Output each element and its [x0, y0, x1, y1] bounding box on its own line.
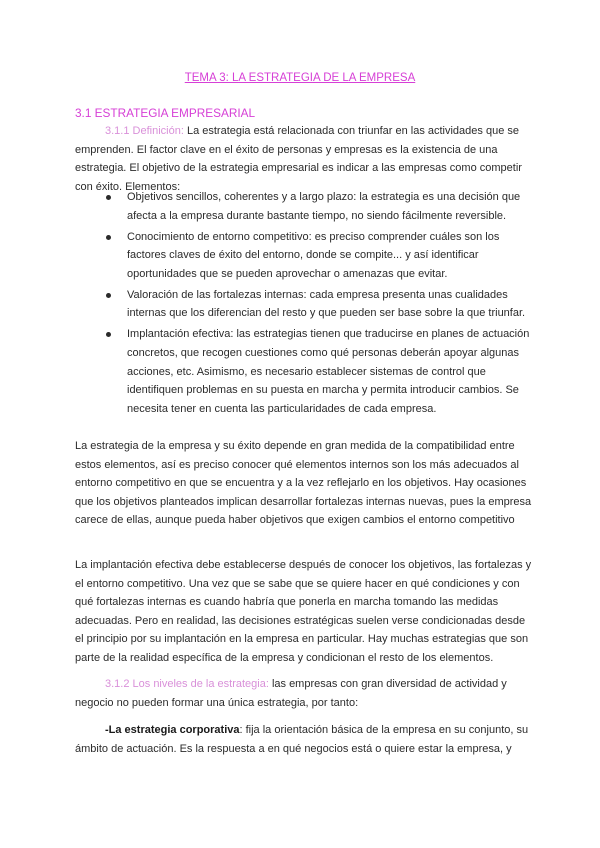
implementation-paragraph: La implantación efectiva debe establecerse después de conocer los objetivos, las fortalezas y el entorno competitivo. Una vez que se sabe que se quiere hacer en qué condiciones y con qué fortalezas internas es cuando habría que ponerla en marcha tomando las medidas adecuadas. Pero en realidad, las decisiones estratégicas suelen verse condicionadas desde el principio por su implantación en la empresa en particular. Hay muchas estrategias que son parte de la realidad específica de la empresa y condicionan el resto de los elementos.	[75, 559, 532, 664]
corporate-strategy-text: : fija la orientación básica de la empresa en su conjunto, su ámbito de actuación. Es la respuesta a en qué negocios está o quiere estar la empresa, y	[75, 724, 529, 755]
section-heading: 3.1 ESTRATEGIA EMPRESARIAL	[75, 106, 256, 120]
elements-list	[105, 188, 530, 421]
definition-text: La estrategia está relacionada con triunfar en las actividades que se emprenden. El factor clave en el éxito de personas y empresas es la existencia de una estrategia. El objetivo de la estrategia empresarial es indicar a las empresas como competir con éxito. Elementos:	[75, 125, 522, 193]
levels-text: las empresas con gran diversidad de actividad y negocio no pueden formar una única estrategia, por tanto:	[75, 678, 507, 709]
definition-paragraph	[75, 122, 535, 196]
corporate-strategy-label: -La estrategia corporativa	[105, 724, 240, 736]
list-item: Objetivos sencillos, coherentes y a largo plazo: la estrategia es una decisión que afecta a la empresa durante bastante tiempo, no siendo fácilmente reversible.	[105, 188, 530, 225]
corporate-strategy-paragraph	[75, 721, 535, 758]
list-item: Conocimiento de entorno competitivo: es preciso comprender cuáles son los factores claves de éxito del entorno, donde se compite... y así identificar oportunidades que se pueden aprovechar o amenazas que evitar.	[105, 228, 530, 284]
definition-label: 3.1.1 Definición:	[105, 125, 184, 137]
levels-paragraph	[75, 675, 535, 712]
list-item: Valoración de las fortalezas internas: cada empresa presenta unas cualidades internas que los diferencian del resto y que pueden ser base sobre la que triunfar.	[105, 286, 530, 323]
document-title: TEMA 3: LA ESTRATEGIA DE LA EMPRESA	[184, 72, 416, 84]
levels-label: 3.1.2 Los niveles de la estrategia:	[105, 678, 269, 690]
list-item: Implantación efectiva: las estrategias tienen que traducirse en planes de actuación concretos, que recogen cuestiones como qué personas deberán apoyar algunas acciones, etc. Asimismo, es necesario establecer sistemas de control que identifiquen problemas en su puesta en marcha y permita introducir cambios. Se necesita tener en cuenta las particularidades de cada empresa.	[105, 325, 530, 418]
compatibility-paragraph: La estrategia de la empresa y su éxito depende en gran medida de la compatibilidad entre estos elementos, así es preciso conocer qué elementos internos son los más adecuados al entorno competitivo en que se encuentra y a la vez reflejarlo en los objetivos. Hay ocasiones que los objetivos planteados implican desarrollar fortalezas internas nuevas, pues la empresa carece de ellas, aunque pueda haber objetivos que exigen cambios el entorno competitivo	[75, 440, 532, 527]
